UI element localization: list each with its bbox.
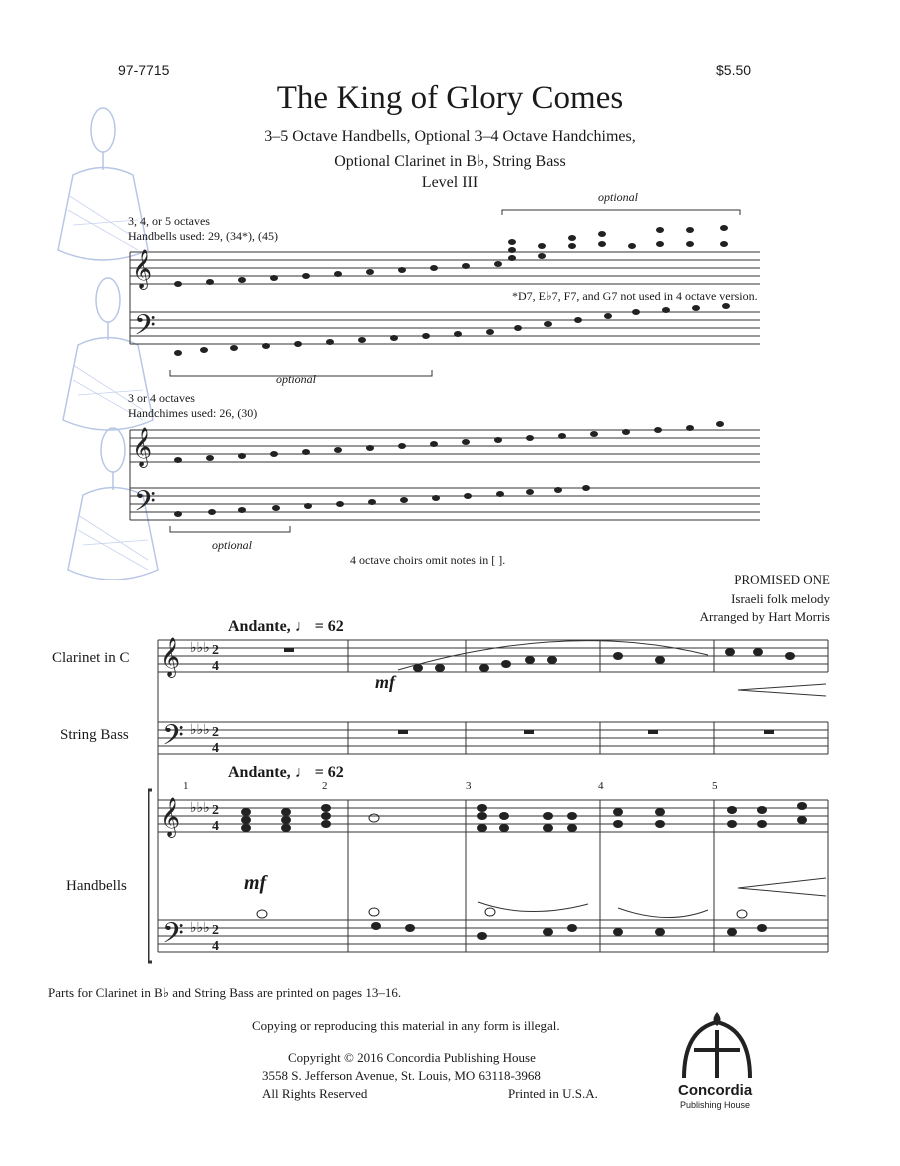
svg-text:♭♭♭: ♭♭♭ xyxy=(190,641,210,656)
concordia-logo-icon xyxy=(672,1010,762,1082)
score-system xyxy=(148,630,838,975)
arranger: Arranged by Hart Morris xyxy=(699,609,830,624)
parts-note: Parts for Clarinet in B♭ and String Bass are printed on pages 13–16. xyxy=(48,985,402,1000)
instrumentation-line-1: 3–5 Octave Handbells, Optional 3–4 Octave Handchimes, xyxy=(264,128,636,145)
difficulty-level: Level III xyxy=(421,174,479,191)
copy-warning: Copying or reproducing this material in any form is illegal. xyxy=(252,1018,560,1033)
svg-text:𝄢: 𝄢 xyxy=(134,311,156,348)
svg-text:2: 2 xyxy=(212,923,219,938)
tempo-marking-bells: Andante, ♩ = 62 xyxy=(228,764,344,781)
handbell-octaves: 3, 4, or 5 octaves xyxy=(128,214,210,228)
svg-text:♭♭♭: ♭♭♭ xyxy=(190,801,210,816)
handchime-octaves: 3 or 4 octaves xyxy=(128,391,195,405)
svg-text:4: 4 xyxy=(212,819,219,834)
range-chart xyxy=(120,200,780,550)
publisher-logo-sub: Publishing House xyxy=(680,1100,751,1110)
measure-number-5: 5 xyxy=(712,780,718,792)
handbells-label: Handbells xyxy=(66,878,127,894)
optional-lower-label: optional xyxy=(276,372,317,386)
svg-text:♭♭♭: ♭♭♭ xyxy=(190,723,210,738)
melody-source: Israeli folk melody xyxy=(731,591,830,606)
handchimes-used: Handchimes used: 26, (30) xyxy=(128,406,258,420)
instrumentation-line-2: Optional Clarinet in B♭, String Bass xyxy=(334,153,566,170)
dynamic-mf-bells: mf xyxy=(244,872,267,894)
range-footnote: *D7, E♭7, F7, and G7 not used in 4 octave version. xyxy=(512,289,758,303)
copyright: Copyright © 2016 Concordia Publishing House xyxy=(288,1050,536,1065)
page-title: The King of Glory Comes xyxy=(276,80,624,116)
printed-in: Printed in U.S.A. xyxy=(508,1086,598,1101)
clarinet-label: Clarinet in C xyxy=(52,650,130,666)
svg-text:2: 2 xyxy=(212,643,219,658)
price: $5.50 xyxy=(716,62,752,78)
svg-text:𝄞: 𝄞 xyxy=(132,429,153,466)
optional-chime-label: optional xyxy=(212,538,253,552)
tempo-marking-top: Andante, ♩ = 62 xyxy=(228,618,344,635)
string-bass-label: String Bass xyxy=(60,727,129,743)
publisher-logo-text: Concordia xyxy=(678,1082,753,1099)
publisher-address: 3558 S. Jefferson Avenue, St. Louis, MO 63118-3968 xyxy=(262,1068,541,1083)
svg-text:4: 4 xyxy=(212,659,219,674)
svg-text:𝄞: 𝄞 xyxy=(160,639,181,676)
dynamic-mf-clarinet: mf xyxy=(375,672,395,692)
rights-reserved: All Rights Reserved xyxy=(262,1086,368,1101)
measure-number-1: 1 xyxy=(183,780,189,792)
svg-text:𝄢: 𝄢 xyxy=(134,487,156,524)
optional-upper-label: optional xyxy=(598,190,639,204)
measure-number-4: 4 xyxy=(598,780,604,792)
measure-number-2: 2 xyxy=(322,780,328,792)
catalog-number: 97-7715 xyxy=(118,62,170,78)
svg-text:𝄢: 𝄢 xyxy=(162,721,184,758)
svg-text:𝄞: 𝄞 xyxy=(132,251,153,288)
handbells-used: Handbells used: 29, (34*), (45) xyxy=(128,229,278,243)
measure-number-3: 3 xyxy=(466,780,472,792)
svg-text:𝄢: 𝄢 xyxy=(162,919,184,956)
tune-name: PROMISED ONE xyxy=(734,572,830,587)
svg-text:2: 2 xyxy=(212,803,219,818)
svg-text:♭♭♭: ♭♭♭ xyxy=(190,921,210,936)
svg-text:2: 2 xyxy=(212,725,219,740)
svg-text:4: 4 xyxy=(212,939,219,954)
svg-text:𝄞: 𝄞 xyxy=(160,799,181,836)
svg-text:4: 4 xyxy=(212,741,219,756)
omit-notes-note: 4 octave choirs omit notes in [ ]. xyxy=(350,553,506,567)
